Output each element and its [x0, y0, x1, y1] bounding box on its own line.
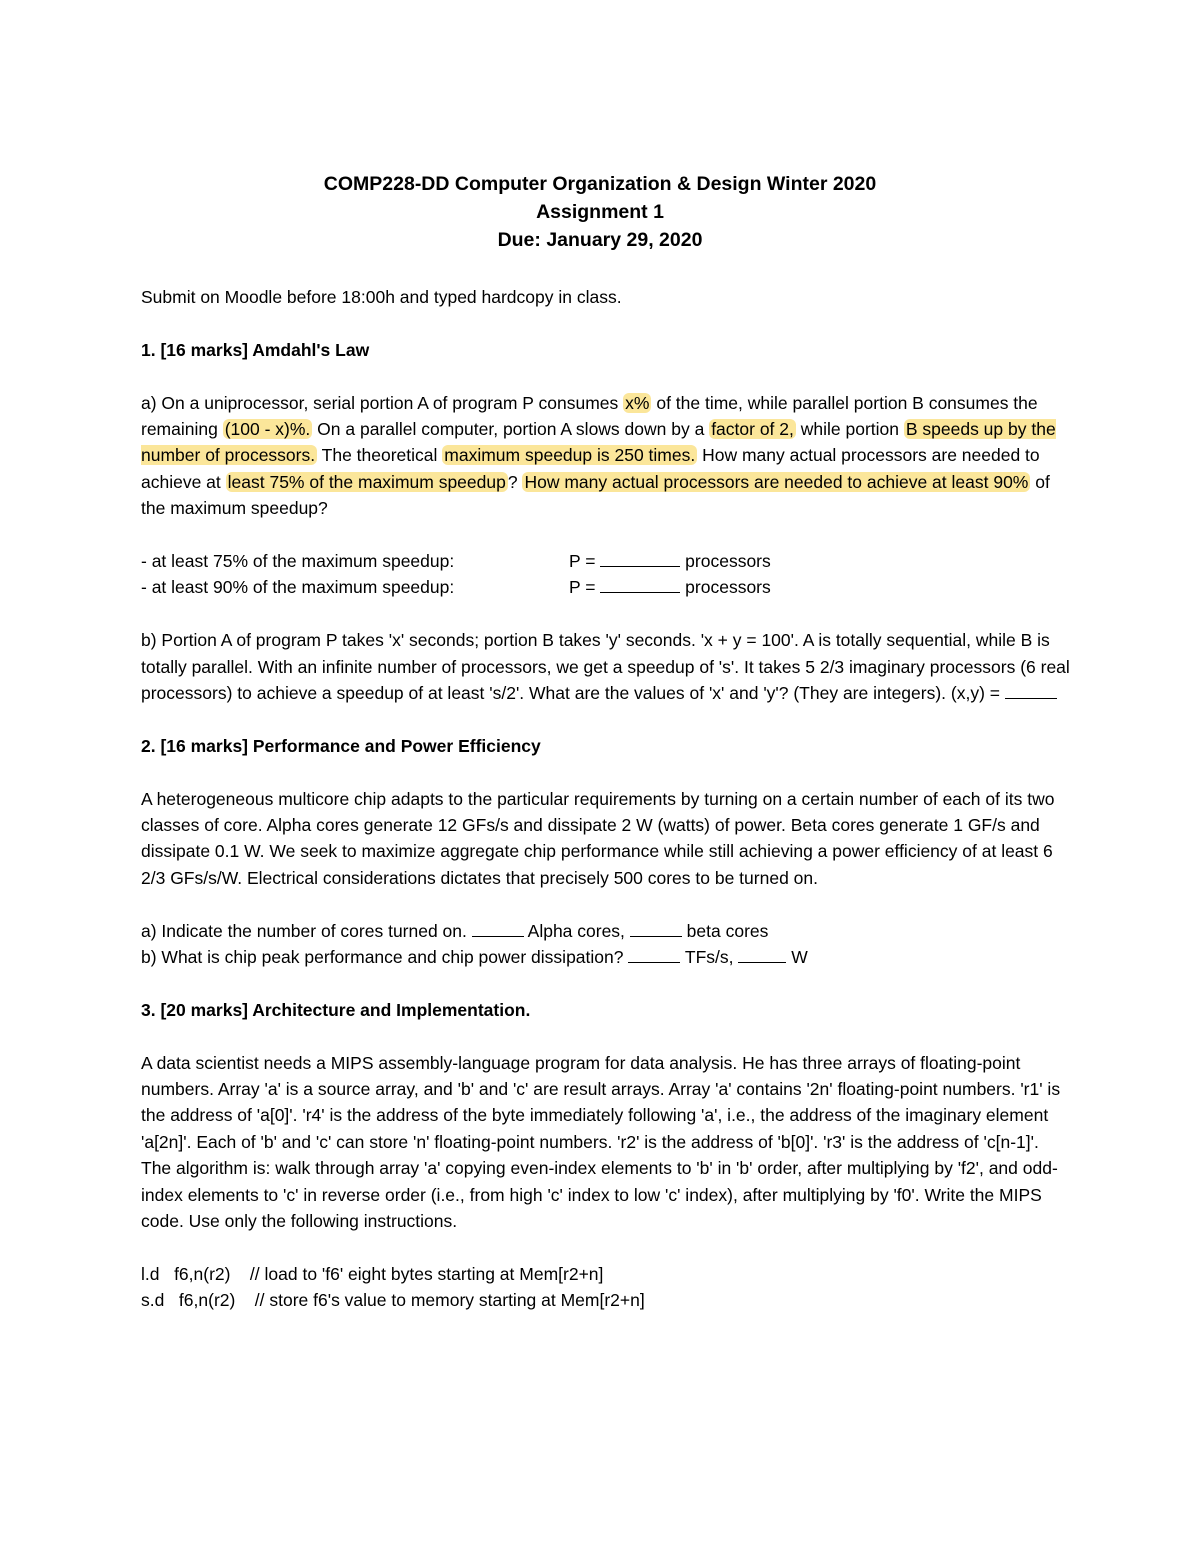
q3-text: A data scientist needs a MIPS assembly-language program for data analysis. He has three arrays of floating-point numbers. Array 'a' is a source array, and 'b' and 'c' are result arrays. Array 'a' contains '2n' floating-point numbers. 'r1' is the address of 'a[0]'. 'r4' is the address of the byte immediately following 'a', i.e., the address of the imaginary element 'a[2n]'. Each of 'b' and 'c' can store 'n' floating-point numbers. 'r2' is the address of 'b[0]'. 'r3' is the address of 'c[n-1]'. The algorithm is: walk through array 'a' copying even-index elements to 'b' in 'b' order, after multiplying by 'f2', and odd-index elements to 'c' in reverse order (i.e., from high 'c' index to low 'c' index), after multiplying by 'f0'. Write the MIPS code. Use only the following instructions.: [141, 1052, 1061, 1232]
highlight: How many actual processors are needed to achieve at least 90%: [524, 471, 1029, 492]
answer-row: [141, 574, 771, 600]
document-body: [141, 284, 1071, 1314]
q1-part-b: [141, 627, 1071, 706]
submit-note: Submit on Moodle before 18:00h and typed hardcopy in class.: [141, 287, 622, 307]
instruction-list: [141, 1261, 1071, 1314]
q1a-text: of the time, while parallel portion B consumes the remaining: [141, 392, 1038, 439]
q1a-text: The theoretical: [317, 445, 443, 466]
answer-blank[interactable]: [600, 576, 680, 593]
highlight: least 75% of the maximum speedup: [227, 471, 506, 492]
q1b-text: b) Portion A of program P takes 'x' seconds; portion B takes 'y' seconds. 'x + y = 100'. A is totally sequential, while B is totally parallel. With an infinite number of processors, we get a speedup of 's'. It takes 5 2/3 imaginary processors (6 real processors) to achieve a speedup of at least 's/2'. What are the values of 'x' and 'y'? (They are integers). (x,y) =: [141, 630, 1070, 704]
answer-suffix: processors: [680, 577, 771, 598]
answer-prefix: P =: [569, 551, 601, 572]
q2-part-b: [141, 947, 808, 967]
highlight: (100 - x)%.: [224, 419, 311, 439]
highlight: x%: [625, 392, 650, 413]
q1a-text: of the maximum speedup?: [141, 471, 1050, 519]
highlight: factor of 2,: [711, 419, 794, 439]
q1a-text: On a parallel computer, portion A slows down by a: [312, 419, 710, 439]
course-title: COMP228-DD Computer Organization & Design Winter 2020: [323, 173, 877, 195]
highlight: B speeds up by the number of processors.: [141, 419, 1056, 466]
answer-suffix: processors: [680, 551, 771, 572]
answer-prefix: P =: [569, 577, 601, 598]
due-date: Due: January 29, 2020: [497, 229, 703, 251]
instruction-line: s.d f6,n(r2) // store f6's value to memory starting at Mem[r2+n]: [141, 1290, 645, 1311]
q1a-text: while portion: [795, 419, 904, 439]
q1-answer-lines: [141, 548, 771, 601]
answer-blank[interactable]: [628, 946, 680, 963]
q2-heading: 2. [16 marks] Performance and Power Efficiency: [141, 735, 541, 756]
answer-label: - at least 75% of the maximum speedup:: [141, 551, 455, 572]
instruction-line: l.d f6,n(r2) // load to 'f6' eight bytes starting at Mem[r2+n]: [141, 1263, 604, 1284]
q2b-text: TFs/s,: [680, 947, 739, 968]
answer-blank[interactable]: [738, 946, 786, 963]
q2b-text: b) What is chip peak performance and chip power dissipation?: [141, 947, 629, 968]
document-header: [0, 170, 1200, 254]
q1-part-a: [141, 390, 1071, 522]
answer-blank[interactable]: [630, 920, 682, 937]
q2-answers: [141, 918, 1071, 971]
q2a-text: Alpha cores,: [523, 920, 630, 941]
q2a-text: a) Indicate the number of cores turned on.: [141, 920, 472, 941]
answer-blank[interactable]: [600, 550, 680, 567]
answer-label: - at least 90% of the maximum speedup:: [141, 577, 455, 598]
highlight: maximum speedup is 250 times.: [444, 445, 696, 466]
q2-part-a: [141, 921, 768, 941]
answer-field[interactable]: [569, 548, 771, 574]
q1a-text: How many actual processors are needed to achieve at: [141, 445, 1040, 492]
q1a-text: ?: [507, 471, 523, 492]
answer-row: [141, 548, 771, 574]
q1a-text: a) On a uniprocessor, serial portion A of program P consumes: [141, 392, 624, 413]
q3-heading: 3. [20 marks] Architecture and Implementation.: [141, 999, 531, 1020]
q2a-text: beta cores: [681, 920, 769, 941]
assignment-title: Assignment 1: [536, 201, 664, 223]
q1-heading: 1. [16 marks] Amdahl's Law: [141, 339, 370, 360]
q2b-text: W: [786, 947, 808, 968]
answer-blank[interactable]: [1005, 682, 1057, 699]
answer-blank[interactable]: [472, 920, 524, 937]
q2-intro: A heterogeneous multicore chip adapts to the particular requirements by turning on a certain number of each of its two classes of core. Alpha cores generate 12 GFs/s and dissipate 2 W (watts) of power. Beta cores generate 1 GF/s and dissipate 0.1 W. We seek to maximize aggregate chip performance while still achieving a power efficiency of at least 6 2/3 GFs/s/W. Electrical considerations dictates that precisely 500 cores to be turned on.: [141, 788, 1055, 888]
answer-field[interactable]: [569, 574, 771, 600]
